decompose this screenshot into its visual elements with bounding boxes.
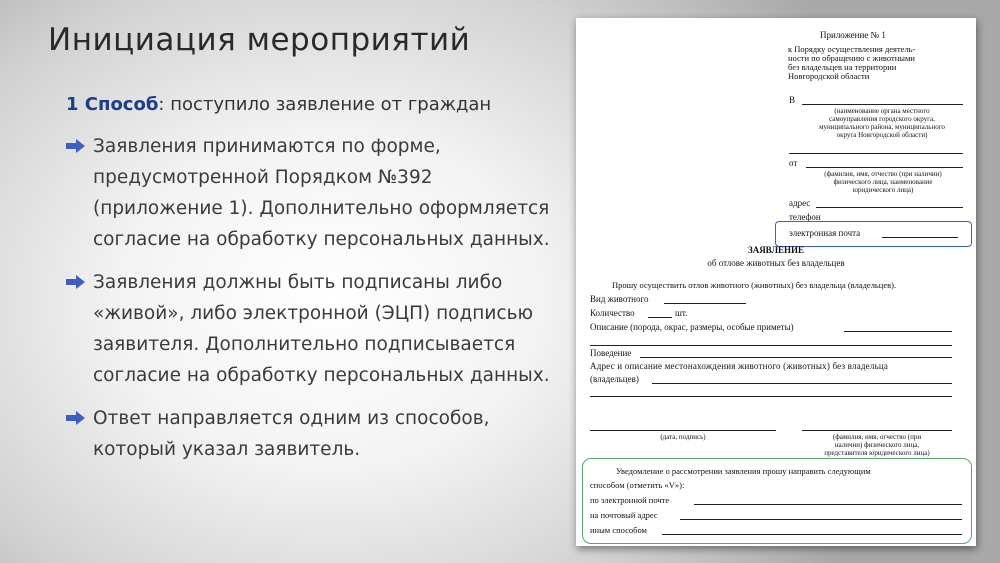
option-post-line: [680, 519, 962, 520]
notice-line-2: способом (отметить «V»):: [590, 480, 685, 490]
bullet-list: [66, 131, 556, 477]
bullet-text: Заявления должны быть подписаны либо «живой», либо электронной (ЭЦП) подписью заявителя. Дополнительно подписывается согласие на обработку персональных данных.: [93, 272, 550, 386]
right-arrow-icon: [66, 139, 85, 153]
document-subheading: об отлове животных без владельцев: [707, 258, 845, 268]
animal-type-label: Вид животного: [590, 294, 649, 304]
appendix-reference-4: Новгородской области: [788, 71, 870, 81]
behavior-line: [640, 357, 952, 358]
description-label: Описание (порода, окрас, размеры, особые приметы): [590, 322, 794, 332]
option-other-label: иным способом: [590, 525, 647, 535]
bullet-item: [66, 131, 556, 255]
from-hint-2: физического лица, наименование: [833, 178, 933, 186]
appendix-reference-3: без владельцев на территории: [788, 62, 897, 72]
option-email-label: по электронной почте: [590, 495, 670, 505]
method-lead: 1 Способ: [66, 94, 159, 115]
bullet-item: [66, 267, 556, 391]
date-signature-hint: (дата, подпись): [660, 433, 706, 441]
to-line: [802, 104, 963, 105]
bullet-text: Ответ направляется одним из способов, который указал заявитель.: [93, 408, 490, 460]
quantity-line: [648, 317, 672, 318]
appendix-reference-2: ности по обращению с животными: [788, 53, 915, 63]
to-label: В: [789, 95, 796, 105]
to-extra-line: [789, 153, 963, 154]
location-line: [652, 383, 952, 384]
application-form-document: [576, 18, 976, 546]
notice-line-1: Уведомление о рассмотрении заявления прошу направить следующим: [616, 466, 871, 476]
signer-hint-2: наличии) физического лица,: [834, 441, 920, 449]
bullet-item: [66, 403, 556, 465]
signer-hint-1: (фамилия, имя, отчество (при: [832, 433, 922, 441]
option-other-line: [662, 534, 962, 535]
request-text: Прошу осуществить отлов животного (животных) без владельца (владельцев).: [612, 280, 897, 290]
behavior-label: Поведение: [590, 348, 632, 358]
right-arrow-icon: [66, 411, 85, 425]
location-label-1: Адрес и описание местонахождения животного (животных) без владельца: [590, 361, 889, 371]
slide-title: Инициация мероприятий: [48, 22, 471, 58]
from-hint-1: (фамилия, имя, отчество (при наличии): [824, 170, 942, 178]
appendix-reference-1: к Порядку осуществления деятель-: [788, 44, 916, 54]
method-line: [66, 94, 491, 115]
to-hint-4: округа Новгородской области): [836, 131, 928, 139]
email-highlight-box: [775, 221, 972, 247]
bullet-text: Заявления принимаются по форме, предусмотренной Порядком №392 (приложение 1). Дополнительно оформляется согласие на обработку персональных данных.: [93, 136, 550, 250]
document-heading: ЗАЯВЛЕНИЕ: [747, 245, 805, 255]
quantity-unit: шт.: [675, 308, 688, 318]
location-extra-line: [590, 396, 952, 397]
signer-hint-3: представителя юридического лица): [824, 449, 930, 457]
to-hint-2: самоуправления городского округа,: [829, 115, 935, 123]
method-description: : поступило заявление от граждан: [158, 94, 492, 115]
from-hint-3: юридического лица): [852, 186, 914, 194]
quantity-label: Количество: [590, 308, 635, 318]
date-signature-line: [590, 430, 776, 431]
to-hint-3: муниципального района, муниципального: [819, 123, 945, 131]
description-extra-line: [590, 345, 952, 346]
appendix-title: Приложение № 1: [820, 30, 886, 40]
description-line: [844, 331, 952, 332]
email-label: электронная почта: [789, 228, 861, 238]
from-line: [806, 167, 963, 168]
signer-name-line: [802, 430, 952, 431]
right-arrow-icon: [66, 275, 85, 289]
option-post-label: на почтовый адрес: [590, 510, 658, 520]
address-label: адрес: [789, 198, 811, 208]
phone-label: телефон: [789, 212, 821, 222]
location-label-2: (владельцев): [590, 374, 639, 384]
animal-type-line: [664, 303, 746, 304]
to-hint-1: (наименование органа местного: [834, 107, 930, 115]
address-line: [816, 207, 963, 208]
from-label: от: [789, 158, 798, 168]
option-email-line: [694, 504, 962, 505]
